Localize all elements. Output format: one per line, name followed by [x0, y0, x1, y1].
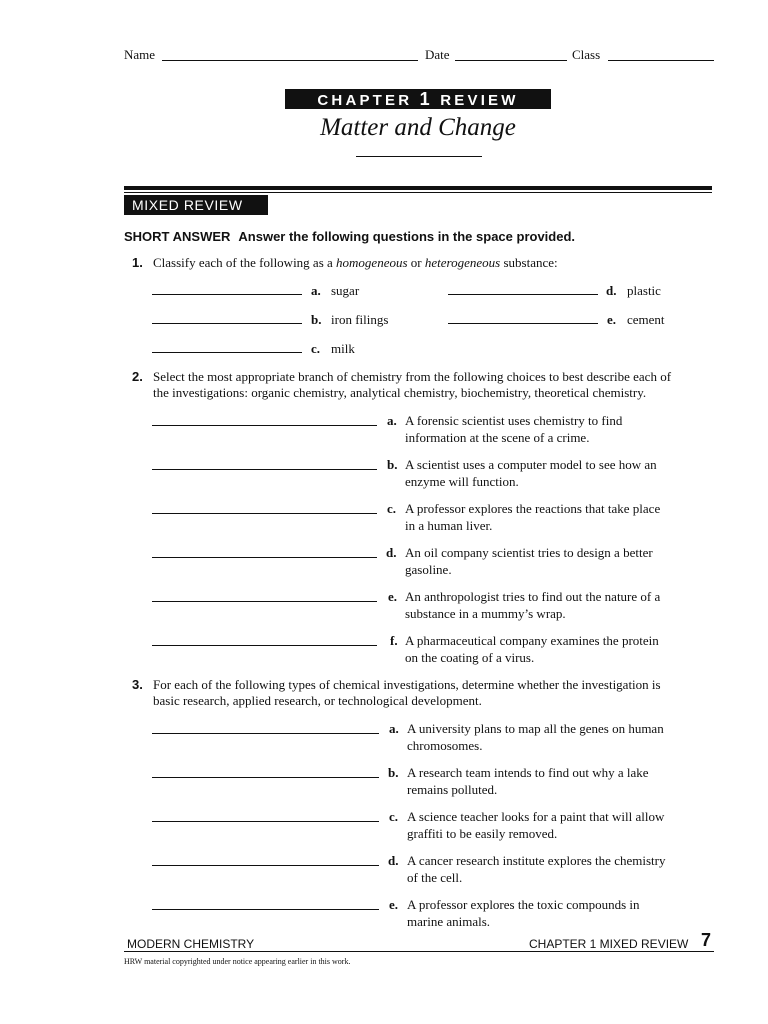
q3-answer-blank[interactable]: [152, 821, 379, 822]
q2-item-line2: in a human liver.: [405, 518, 493, 533]
q1-item-text: sugar: [331, 283, 360, 298]
footer-rule: [124, 951, 714, 952]
q2-answer-blank[interactable]: [152, 645, 377, 646]
q3-prompt-line2: basic research, applied research, or technological development.: [153, 693, 482, 708]
q2-item-line2: substance in a mummy’s wrap.: [405, 606, 566, 621]
footer-book-title: MODERN CHEMISTRY: [127, 937, 255, 951]
q2-answer-blank[interactable]: [152, 425, 377, 426]
q2-prompt-line1: Select the most appropriate branch of chemistry from the following choices to best describe each of: [153, 369, 672, 384]
q2-number: 2.: [132, 369, 143, 384]
q2-item-line1: An oil company scientist tries to design a better: [405, 545, 653, 560]
title-underline: [356, 156, 482, 157]
q1-item-label: e.: [607, 312, 617, 327]
q1-item-text: milk: [331, 341, 355, 356]
q3-item-line2: chromosomes.: [407, 738, 483, 753]
q2-item-label: d.: [386, 545, 397, 560]
q3-answer-blank[interactable]: [152, 909, 379, 910]
q3-item-label: b.: [388, 765, 399, 780]
q3-item-line1: A science teacher looks for a paint that will allow: [407, 809, 665, 824]
q1-answer-blank[interactable]: [152, 294, 302, 295]
q3-number: 3.: [132, 677, 143, 692]
q1-item-label: c.: [311, 341, 321, 356]
q2-item-line1: A scientist uses a computer model to see how an: [405, 457, 657, 472]
q1-prompt-start: Classify each of the following as a: [153, 255, 333, 270]
q2-item-label: b.: [387, 457, 398, 472]
q2-item-label: c.: [387, 501, 397, 516]
q2-item-line1: A forensic scientist uses chemistry to find: [405, 413, 623, 428]
q3-item-line2: graffiti to be easily removed.: [407, 826, 558, 841]
q1-item-text: plastic: [627, 283, 661, 298]
chapter-number: 1: [419, 89, 433, 109]
q3-answer-blank[interactable]: [152, 865, 379, 866]
date-field[interactable]: [455, 60, 567, 61]
q3-item-line1: A university plans to map all the genes on human: [407, 721, 664, 736]
chapter-word: CHAPTER: [317, 92, 413, 109]
q2-item-line2: gasoline.: [405, 562, 452, 577]
q1-item-text: cement: [627, 312, 665, 327]
name-label: Name: [124, 47, 156, 62]
instructions-text: Answer the following questions in the space provided.: [238, 229, 576, 244]
q2-item-line2: information at the scene of a crime.: [405, 430, 590, 445]
section-rule-thick: [124, 186, 712, 190]
q1-prompt-end: substance:: [503, 255, 558, 270]
q3-item-line2: marine animals.: [407, 914, 491, 929]
q3-item-label: c.: [389, 809, 399, 824]
q1-answer-blank[interactable]: [152, 352, 302, 353]
q2-item-label: a.: [387, 413, 397, 428]
q3-item-label: e.: [389, 897, 399, 912]
q1-connector: or: [410, 255, 422, 270]
section-rule-thin: [124, 192, 712, 193]
q3-answer-blank[interactable]: [152, 777, 379, 778]
q2-answer-blank[interactable]: [152, 557, 377, 558]
q1-term2: heterogeneous: [424, 255, 501, 270]
q2-item-line1: A pharmaceutical company examines the protein: [405, 633, 659, 648]
q3-item-label: d.: [388, 853, 399, 868]
q2-item-line1: An anthropologist tries to find out the nature of a: [405, 589, 661, 604]
q1-item-label: b.: [311, 312, 322, 327]
q2-item-label: e.: [388, 589, 398, 604]
q3-item-line1: A professor explores the toxic compounds in: [407, 897, 640, 912]
q1-term1: homogeneous: [336, 255, 408, 270]
q2-item-line2: on the coating of a virus.: [405, 650, 535, 665]
q3-prompt-line1: For each of the following types of chemical investigations, determine whether the investigation is: [153, 677, 661, 692]
q3-item-line1: A cancer research institute explores the chemistry: [407, 853, 666, 868]
q1-item-text: iron filings: [331, 312, 389, 327]
q3-answer-blank[interactable]: [152, 733, 379, 734]
q1-answer-blank[interactable]: [448, 323, 598, 324]
name-field[interactable]: [162, 60, 418, 61]
q3-item-label: a.: [389, 721, 399, 736]
q3-item-line2: of the cell.: [407, 870, 463, 885]
chapter-banner: [285, 89, 551, 109]
q2-answer-blank[interactable]: [152, 513, 377, 514]
q3-item-line1: A research team intends to find out why a lake: [407, 765, 649, 780]
q1-item-label: d.: [606, 283, 617, 298]
page-number: 7: [701, 930, 712, 950]
q1-item-label: a.: [311, 283, 321, 298]
date-label: Date: [425, 47, 450, 62]
copyright-notice: HRW material copyrighted under notice appearing earlier in this work.: [124, 957, 351, 966]
q2-item-line1: A professor explores the reactions that take place: [405, 501, 661, 516]
footer-section: CHAPTER 1 MIXED REVIEW: [529, 937, 689, 951]
q2-item-line2: enzyme will function.: [405, 474, 519, 489]
q3-item-line2: remains polluted.: [407, 782, 498, 797]
page-title: Matter and Change: [320, 114, 516, 141]
short-answer-label: SHORT ANSWER: [124, 229, 231, 244]
class-field[interactable]: [608, 60, 714, 61]
review-word: REVIEW: [440, 92, 519, 109]
q1-answer-blank[interactable]: [152, 323, 302, 324]
section-label: MIXED REVIEW: [124, 195, 268, 215]
short-answer-instructions: [124, 229, 575, 244]
q2-answer-blank[interactable]: [152, 601, 377, 602]
q1-answer-blank[interactable]: [448, 294, 598, 295]
q1-number: 1.: [132, 255, 143, 270]
q2-item-label: f.: [390, 633, 398, 648]
q2-answer-blank[interactable]: [152, 469, 377, 470]
class-label: Class: [572, 47, 601, 62]
q2-prompt-line2: the investigations: organic chemistry, analytical chemistry, biochemistry, theoretical chemistry.: [153, 385, 647, 400]
q1-prompt: [153, 255, 558, 271]
